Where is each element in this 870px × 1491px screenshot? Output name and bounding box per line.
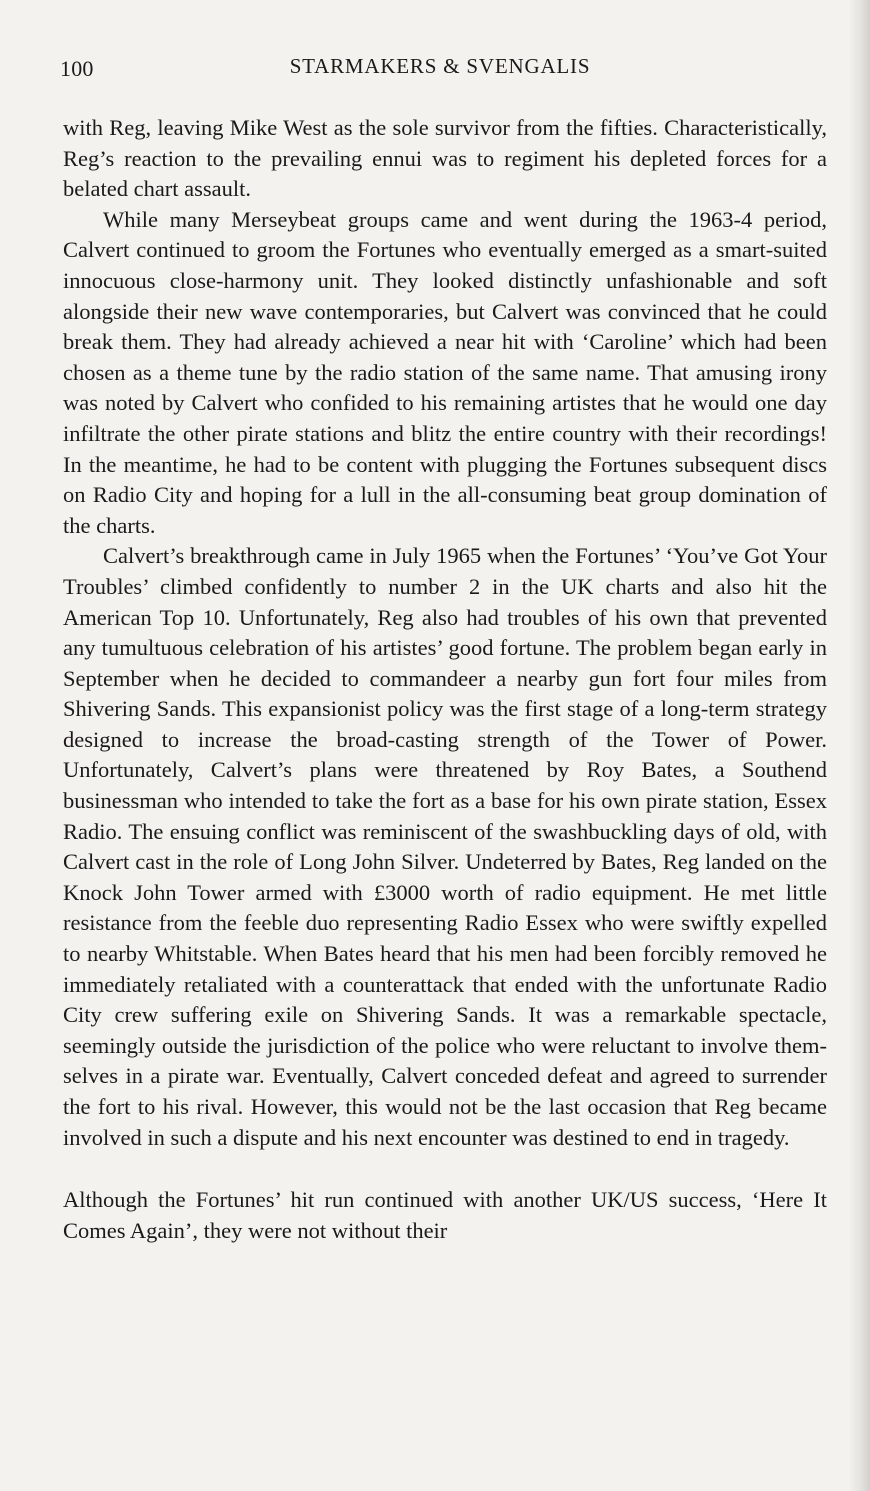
body-text [63,113,827,1246]
paragraph-continued: with Reg, leaving Mike West as the sole survivor from the fifties. Characteristically, Reg’s reaction to the prevailing ennui was to regiment his depleted forces for a belated chart assault. [63,115,827,202]
spine-shadow [848,0,870,1491]
paragraph-breakthrough: Calvert’s breakthrough came in July 1965 when the Fortunes’ ‘You’ve Got Your Troubles’ climbed confidently to number 2 in the UK charts and also hit the American Top 10. Unfortunately, Reg also had troubles of his own that prevented any tumultuous celebration of his artistes’ good fortune. The problem began early in September when he decided to commandeer a nearby gun fort four miles from Shivering Sands. This expansionist policy was the first stage of a long-term strategy designed to increase the broad-casting strength of the Tower of Power. Unfortunately, Calvert’s plans were threatened by Roy Bates, a Southend businessman who intended to take the fort as a base for his own pirate station, Essex Radio. The ensuing conflict was reminiscent of the swashbuckling days of old, with Calvert cast in the role of Long John Silver. Undeterred by Bates, Reg landed on the Knock John Tower armed with £3000 worth of radio equipment. He met little resistance from the feeble duo representing Radio Essex who were swiftly expelled to nearby Whitstable. When Bates heard that his men had been forcibly removed he immediately retaliated with a counterattack that ended with the unfortunate Radio City crew suffering exile on Shivering Sands. It was a remarkable spectacle, seemingly outside the jurisdiction of the police who were reluctant to involve them-selves in a pirate war. Eventually, Calvert conceded defeat and agreed to surrender the fort to his rival. However, this would not be the last occasion that Reg became involved in such a dispute and his next encounter was destined to end in tragedy. [63,543,827,1150]
page-number: 100 [60,56,94,81]
paragraph-new-section: Although the Fortunes’ hit run continued with another UK/US success, ‘Here It Comes Again’, they were not without their [63,1187,827,1243]
paragraph-fortunes-grooming: While many Merseybeat groups came and went during the 1963-4 period, Calvert continued to groom the Fortunes who eventually emerged as a smart-suited innocuous close-harmony unit. They looked distinctly unfashionable and soft alongside their new wave contemporaries, but Calvert was convinced that he could break them. They had already achieved a near hit with ‘Caroline’ which had been chosen as a theme tune by the radio station of the same name. That amusing irony was noted by Calvert who confided to his remaining artistes that he would one day infiltrate the other pirate stations and blitz the entire country with their recordings! In the meantime, he had to be content with plugging the Fortunes subsequent discs on Radio City and hoping for a lull in the all-consuming beat group domination of the charts. [63,206,827,538]
running-title: STARMAKERS & SVENGALIS [289,54,591,78]
